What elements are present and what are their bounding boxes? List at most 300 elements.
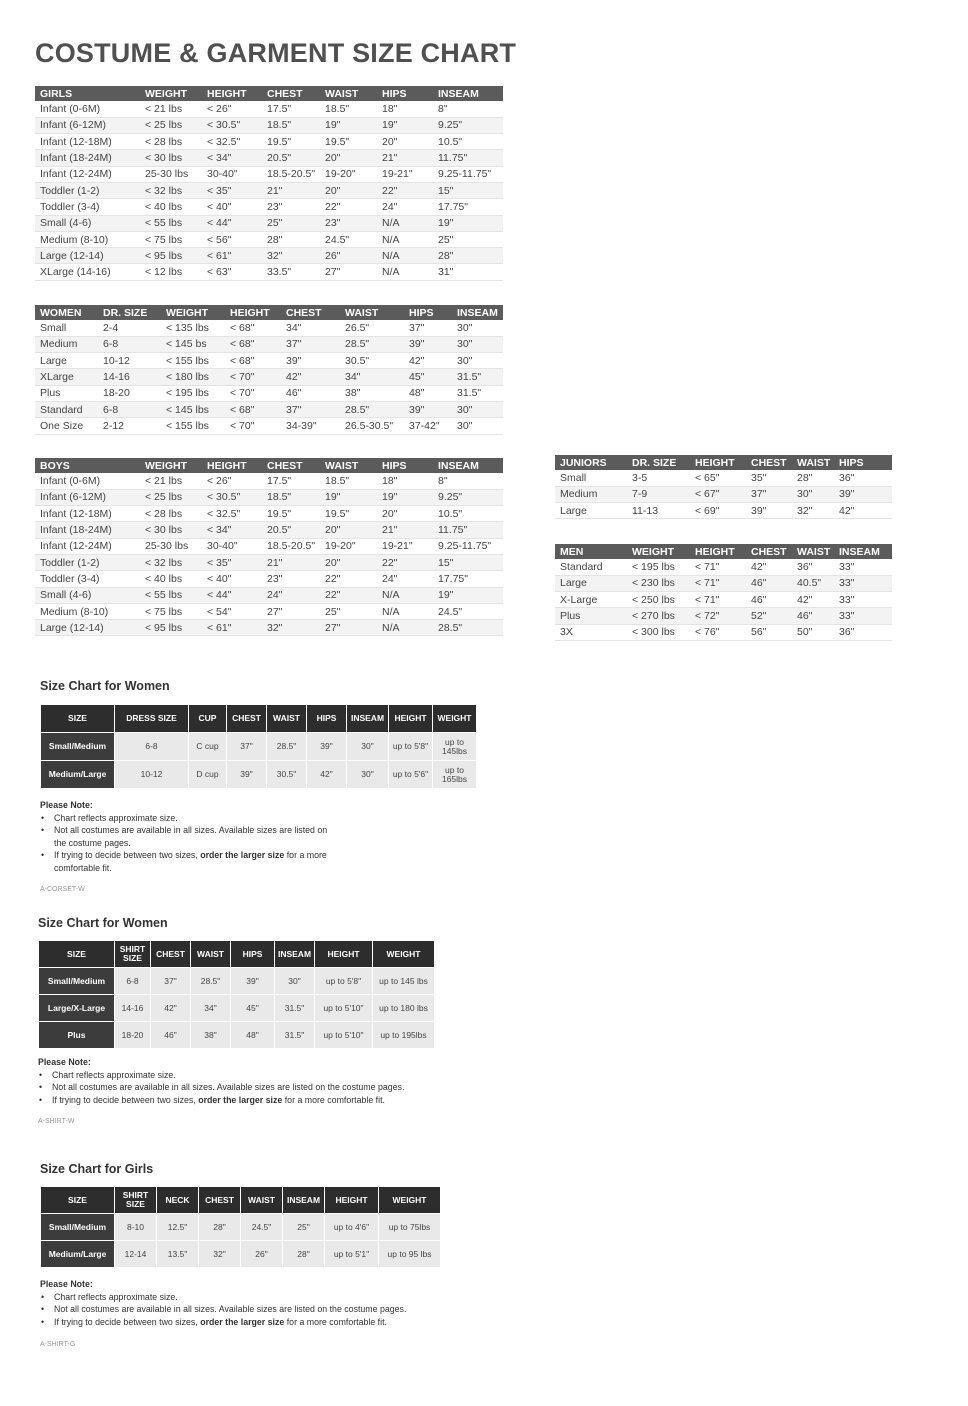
table-cell: 42"	[307, 761, 347, 789]
table-cell: < 68"	[225, 320, 281, 336]
table-header-row	[35, 458, 503, 473]
table-cell: 3X	[555, 624, 627, 640]
table-cell: 26"	[241, 1241, 283, 1268]
table-cell: 30"	[452, 336, 503, 352]
table-cell: 17.5"	[262, 473, 320, 489]
table-cell: 34"	[191, 995, 231, 1022]
table-cell: 45"	[231, 995, 275, 1022]
table-cell: up to 145lbs	[433, 733, 477, 761]
table-cell: 42"	[151, 995, 191, 1022]
table-cell: 19"	[320, 117, 377, 133]
table-cell: 30.5"	[267, 761, 307, 789]
column-header: WAIST	[340, 305, 404, 320]
table-cell: 20.5"	[262, 150, 320, 166]
column-header: WAIST	[792, 455, 834, 470]
table-cell: < 40"	[202, 199, 262, 215]
table-row	[35, 571, 503, 587]
column-header: SHIRT SIZE	[115, 941, 151, 968]
boys-size-table	[35, 458, 503, 636]
column-header: INSEAM	[283, 1187, 325, 1214]
column-header: HEIGHT	[315, 941, 373, 968]
shirt-girls-code: A-SHIRT-G	[40, 1341, 76, 1348]
table-cell: up to 75lbs	[379, 1214, 441, 1241]
table-cell: < 34"	[202, 150, 262, 166]
column-header: SHIRT SIZE	[115, 1187, 157, 1214]
table-cell: 33"	[834, 575, 892, 591]
table-cell: 19-21"	[377, 538, 433, 554]
table-cell: 42"	[404, 353, 452, 369]
note-item: • If trying to decide between two sizes, order the larger size for a more comfortable fit.	[40, 1316, 460, 1329]
section-title-corset-women: Size Chart for Women	[40, 679, 170, 693]
column-header: INSEAM	[452, 305, 503, 320]
table-cell: up to 195lbs	[373, 1022, 435, 1049]
table-cell: 21"	[262, 554, 320, 570]
table-cell: 19"	[433, 215, 503, 231]
table-cell: 37"	[404, 320, 452, 336]
table-cell: 13.5"	[157, 1241, 199, 1268]
table-cell: 30"	[347, 761, 389, 789]
table-row	[555, 559, 892, 575]
table-cell: 32"	[199, 1241, 241, 1268]
table-cell: 20"	[320, 554, 377, 570]
table-cell: 27"	[262, 603, 320, 619]
table-row	[35, 182, 503, 198]
table-cell: < 155 lbs	[161, 418, 225, 434]
table-cell: 22"	[320, 199, 377, 215]
table-cell: 10-12	[98, 353, 161, 369]
table-cell: 22"	[320, 571, 377, 587]
table-cell: Standard	[555, 559, 627, 575]
table-cell: Medium	[35, 336, 98, 352]
table-row	[41, 1241, 441, 1268]
table-cell: 39"	[834, 486, 892, 502]
table-cell: 18.5"	[320, 473, 377, 489]
table-cell: Small	[35, 320, 98, 336]
table-cell: 19"	[377, 489, 433, 505]
table-cell: 33"	[834, 559, 892, 575]
column-header: WEIGHT	[373, 941, 435, 968]
table-cell: 14-16	[115, 995, 151, 1022]
table-row	[35, 353, 503, 369]
table-cell: 20"	[377, 506, 433, 522]
table-cell: 6-8	[115, 968, 151, 995]
table-header-row	[39, 941, 435, 968]
table-cell: Medium/Large	[41, 1241, 115, 1268]
table-cell: 39"	[307, 733, 347, 761]
table-cell: 26.5"	[340, 320, 404, 336]
table-cell: < 68"	[225, 336, 281, 352]
table-cell: 23"	[262, 571, 320, 587]
column-header: WEIGHT	[627, 544, 690, 559]
table-cell: < 70"	[225, 369, 281, 385]
column-header: CHEST	[151, 941, 191, 968]
table-header-row	[35, 305, 503, 320]
table-row	[35, 554, 503, 570]
table-cell: 19-20"	[320, 538, 377, 554]
table-header-row	[555, 544, 892, 559]
table-cell: Toddler (1-2)	[35, 554, 140, 570]
table-row	[555, 470, 892, 486]
table-row	[35, 134, 503, 150]
table-cell: < 55 lbs	[140, 215, 202, 231]
table-cell: < 32.5"	[202, 506, 262, 522]
table-cell: 18.5-20.5"	[262, 538, 320, 554]
table-cell: < 61"	[202, 620, 262, 636]
table-cell: 40.5"	[792, 575, 834, 591]
table-cell: 30"	[347, 733, 389, 761]
table-cell: 25"	[433, 231, 503, 247]
table-cell: 28.5"	[267, 733, 307, 761]
table-row	[35, 587, 503, 603]
table-cell: < 30 lbs	[140, 150, 202, 166]
column-header: INSEAM	[433, 458, 503, 473]
column-header: CHEST	[227, 705, 267, 733]
table-cell: < 54"	[202, 603, 262, 619]
column-header: HIPS	[834, 455, 892, 470]
table-cell: 9.25-11.75"	[433, 166, 503, 182]
table-cell: 28.5"	[433, 620, 503, 636]
table-row	[41, 733, 477, 761]
column-header: WEIGHT	[161, 305, 225, 320]
table-cell: < 145 bs	[161, 336, 225, 352]
table-cell: Large	[35, 353, 98, 369]
table-cell: 34"	[281, 320, 340, 336]
table-cell: 22"	[377, 182, 433, 198]
table-cell: Large/X-Large	[39, 995, 115, 1022]
table-cell: 19-20"	[320, 166, 377, 182]
note-item: • Not all costumes are available in all sizes. Available sizes are listed on the costume pages.	[38, 1081, 458, 1094]
column-header: SIZE	[41, 705, 115, 733]
table-cell: 25-30 lbs	[140, 538, 202, 554]
table-cell: < 70"	[225, 418, 281, 434]
table-cell: 21"	[377, 522, 433, 538]
table-cell: < 95 lbs	[140, 620, 202, 636]
table-cell: 28.5"	[191, 968, 231, 995]
table-cell: < 55 lbs	[140, 587, 202, 603]
table-cell: 25"	[262, 215, 320, 231]
table-cell: < 61"	[202, 248, 262, 264]
table-cell: 38"	[340, 385, 404, 401]
note-item: • Not all costumes are available in all sizes. Available sizes are listed on the costume pages.	[40, 824, 340, 849]
column-header: CHEST	[262, 458, 320, 473]
table-cell: < 40 lbs	[140, 199, 202, 215]
table-cell: < 67"	[690, 486, 746, 502]
table-cell: 21"	[377, 150, 433, 166]
table-row	[35, 117, 503, 133]
table-row	[35, 620, 503, 636]
table-cell: 50"	[792, 624, 834, 640]
table-cell: Medium (8-10)	[35, 231, 140, 247]
table-cell: Medium	[555, 486, 627, 502]
table-cell: 27"	[320, 620, 377, 636]
table-cell: < 26"	[202, 473, 262, 489]
column-header: WAIST	[191, 941, 231, 968]
table-cell: 19"	[433, 587, 503, 603]
table-cell: N/A	[377, 231, 433, 247]
table-cell: D cup	[189, 761, 227, 789]
column-header: HIPS	[404, 305, 452, 320]
table-cell: 18.5"	[262, 489, 320, 505]
table-cell: 33.5"	[262, 264, 320, 280]
table-cell: 24.5"	[433, 603, 503, 619]
table-cell: 8"	[433, 101, 503, 117]
table-cell: 42"	[281, 369, 340, 385]
table-cell: One Size	[35, 418, 98, 434]
table-cell: 24"	[377, 199, 433, 215]
column-header: NECK	[157, 1187, 199, 1214]
table-cell: up to 5'1"	[325, 1241, 379, 1268]
table-cell: 18.5"	[262, 117, 320, 133]
table-cell: 11.75"	[433, 522, 503, 538]
table-cell: 25"	[320, 603, 377, 619]
table-cell: 37"	[151, 968, 191, 995]
column-header: WEIGHT	[379, 1187, 441, 1214]
table-row	[35, 264, 503, 280]
table-cell: up to 165lbs	[433, 761, 477, 789]
table-cell: 11-13	[627, 503, 690, 519]
table-cell: < 25 lbs	[140, 117, 202, 133]
table-cell: 15"	[433, 182, 503, 198]
table-header-row	[555, 455, 892, 470]
table-cell: up to 5'10"	[315, 1022, 373, 1049]
table-cell: 39"	[231, 968, 275, 995]
table-cell: 18.5"	[320, 101, 377, 117]
corset-women-size-table	[40, 704, 477, 789]
column-header: SIZE	[39, 941, 115, 968]
table-cell: Infant (12-24M)	[35, 538, 140, 554]
table-cell: N/A	[377, 620, 433, 636]
table-row	[39, 968, 435, 995]
column-header: HEIGHT	[225, 305, 281, 320]
column-header: HIPS	[377, 458, 433, 473]
table-cell: < 32.5"	[202, 134, 262, 150]
table-cell: 30"	[275, 968, 315, 995]
column-header: HIPS	[307, 705, 347, 733]
table-cell: 26"	[320, 248, 377, 264]
section-title-shirt-girls: Size Chart for Girls	[40, 1162, 154, 1176]
column-header: HEIGHT	[389, 705, 433, 733]
table-cell: 15"	[433, 554, 503, 570]
column-header: WAIST	[241, 1187, 283, 1214]
table-cell: Large (12-14)	[35, 620, 140, 636]
table-cell: < 21 lbs	[140, 473, 202, 489]
women-size-table	[35, 305, 503, 435]
table-cell: < 71"	[690, 575, 746, 591]
column-header: DR. SIZE	[98, 305, 161, 320]
table-cell: 17.75"	[433, 571, 503, 587]
table-row	[35, 336, 503, 352]
table-cell: < 95 lbs	[140, 248, 202, 264]
table-cell: up to 145 lbs	[373, 968, 435, 995]
table-cell: 37"	[281, 336, 340, 352]
table-cell: < 63"	[202, 264, 262, 280]
table-cell: 46"	[281, 385, 340, 401]
table-cell: Infant (0-6M)	[35, 473, 140, 489]
table-cell: 7-9	[627, 486, 690, 502]
table-cell: < 35"	[202, 554, 262, 570]
table-cell: 42"	[834, 503, 892, 519]
table-cell: 28"	[792, 470, 834, 486]
table-cell: < 21 lbs	[140, 101, 202, 117]
table-cell: < 155 lbs	[161, 353, 225, 369]
table-cell: 31"	[433, 264, 503, 280]
table-cell: Plus	[35, 385, 98, 401]
juniors-size-table	[555, 455, 892, 519]
table-row	[39, 995, 435, 1022]
table-cell: 46"	[151, 1022, 191, 1049]
table-cell: 24"	[262, 587, 320, 603]
table-cell: 3-5	[627, 470, 690, 486]
table-row	[35, 473, 503, 489]
shirt-girls-size-table	[40, 1186, 441, 1268]
table-cell: 32"	[262, 248, 320, 264]
table-cell: N/A	[377, 603, 433, 619]
column-header: CHEST	[199, 1187, 241, 1214]
table-cell: Standard	[35, 401, 98, 417]
table-cell: 30"	[452, 353, 503, 369]
table-cell: N/A	[377, 248, 433, 264]
table-row	[35, 199, 503, 215]
column-header: SIZE	[41, 1187, 115, 1214]
table-row	[41, 1214, 441, 1241]
table-row	[35, 101, 503, 117]
table-cell: 6-8	[115, 733, 189, 761]
table-row	[35, 385, 503, 401]
table-cell: < 40"	[202, 571, 262, 587]
table-cell: 25"	[283, 1214, 325, 1241]
table-cell: 19.5"	[262, 506, 320, 522]
table-cell: 6-8	[98, 401, 161, 417]
table-cell: 46"	[746, 575, 792, 591]
table-cell: < 270 lbs	[627, 608, 690, 624]
table-cell: 37"	[281, 401, 340, 417]
table-cell: 20"	[320, 150, 377, 166]
table-cell: Infant (6-12M)	[35, 117, 140, 133]
table-row	[35, 506, 503, 522]
table-cell: < 26"	[202, 101, 262, 117]
table-cell: Plus	[555, 608, 627, 624]
table-row	[555, 486, 892, 502]
shirt-women-size-table	[38, 940, 435, 1049]
table-cell: 45"	[404, 369, 452, 385]
table-cell: Infant (18-24M)	[35, 150, 140, 166]
table-cell: < 40 lbs	[140, 571, 202, 587]
table-cell: N/A	[377, 587, 433, 603]
note-item: • Chart reflects approximate size.	[40, 1291, 460, 1304]
table-cell: < 30.5"	[202, 489, 262, 505]
table-cell: 48"	[404, 385, 452, 401]
table-cell: < 75 lbs	[140, 231, 202, 247]
table-cell: Infant (12-18M)	[35, 506, 140, 522]
table-row	[35, 320, 503, 336]
table-cell: 37-42"	[404, 418, 452, 434]
note-item: • If trying to decide between two sizes, order the larger size for a more comfortable fit.	[38, 1094, 458, 1107]
table-cell: 20"	[320, 522, 377, 538]
table-cell: N/A	[377, 215, 433, 231]
column-header: CHEST	[262, 86, 320, 101]
table-cell: 11.75"	[433, 150, 503, 166]
table-cell: < 28 lbs	[140, 134, 202, 150]
column-header: HIPS	[377, 86, 433, 101]
table-cell: 56"	[746, 624, 792, 640]
table-row	[35, 603, 503, 619]
column-header: HEIGHT	[690, 455, 746, 470]
column-header: HEIGHT	[202, 458, 262, 473]
table-cell: < 250 lbs	[627, 592, 690, 608]
table-cell: < 230 lbs	[627, 575, 690, 591]
table-cell: 17.75"	[433, 199, 503, 215]
column-header: CHEST	[746, 544, 792, 559]
corset-women-notes: Please Note: • Chart reflects approximate size. • Not all costumes are available in all sizes. Available sizes are listed on the costume pages. • If trying to decide between two sizes, order the larger size for a more comfortable fit.	[40, 799, 340, 874]
table-cell: < 70"	[225, 385, 281, 401]
table-cell: < 32 lbs	[140, 182, 202, 198]
table-cell: 28"	[262, 231, 320, 247]
table-cell: Small/Medium	[41, 1214, 115, 1241]
table-cell: Large	[555, 575, 627, 591]
column-header: MEN	[555, 544, 627, 559]
table-cell: 9.25"	[433, 117, 503, 133]
table-cell: 36"	[834, 470, 892, 486]
table-cell: 19-21"	[377, 166, 433, 182]
table-cell: 18-20	[115, 1022, 151, 1049]
table-cell: 34"	[340, 369, 404, 385]
table-cell: 39"	[404, 401, 452, 417]
table-row	[555, 575, 892, 591]
shirt-girls-notes: Please Note: • Chart reflects approximate size. • Not all costumes are available in all sizes. Available sizes are listed on the costume pages. • If trying to decide between two sizes, order the larger size for a more comfortable fit.	[40, 1278, 460, 1328]
corset-women-code: A-CORSET-W	[40, 886, 85, 893]
table-row	[35, 538, 503, 554]
table-cell: Toddler (1-2)	[35, 182, 140, 198]
table-cell: Infant (6-12M)	[35, 489, 140, 505]
table-cell: 30.5"	[340, 353, 404, 369]
column-header: CHEST	[746, 455, 792, 470]
table-cell: Large	[555, 503, 627, 519]
table-cell: 26.5-30.5"	[340, 418, 404, 434]
table-cell: 34-39"	[281, 418, 340, 434]
table-row	[35, 231, 503, 247]
table-cell: < 65"	[690, 470, 746, 486]
column-header: WAIST	[320, 86, 377, 101]
note-item: • If trying to decide between two sizes, order the larger size for a more comfortable fit.	[40, 849, 340, 874]
table-cell: up to 5'8"	[315, 968, 373, 995]
table-cell: 2-4	[98, 320, 161, 336]
table-cell: 20"	[377, 134, 433, 150]
column-header: JUNIORS	[555, 455, 627, 470]
table-cell: 30"	[452, 320, 503, 336]
column-header: DR. SIZE	[627, 455, 690, 470]
table-cell: X-Large	[555, 592, 627, 608]
table-cell: 30"	[452, 401, 503, 417]
table-cell: < 135 lbs	[161, 320, 225, 336]
table-cell: 28"	[199, 1214, 241, 1241]
table-row	[35, 248, 503, 264]
table-cell: 24.5"	[241, 1214, 283, 1241]
table-cell: 22"	[320, 587, 377, 603]
table-header-row	[41, 1187, 441, 1214]
table-cell: 19"	[377, 117, 433, 133]
table-cell: 22"	[377, 554, 433, 570]
table-cell: 37"	[746, 486, 792, 502]
table-cell: 28.5"	[340, 336, 404, 352]
table-cell: 28"	[433, 248, 503, 264]
column-header: HEIGHT	[325, 1187, 379, 1214]
column-header: BOYS	[35, 458, 140, 473]
table-cell: 35"	[746, 470, 792, 486]
table-row	[555, 503, 892, 519]
table-cell: 2-12	[98, 418, 161, 434]
table-cell: 39"	[746, 503, 792, 519]
girls-size-table	[35, 86, 503, 281]
